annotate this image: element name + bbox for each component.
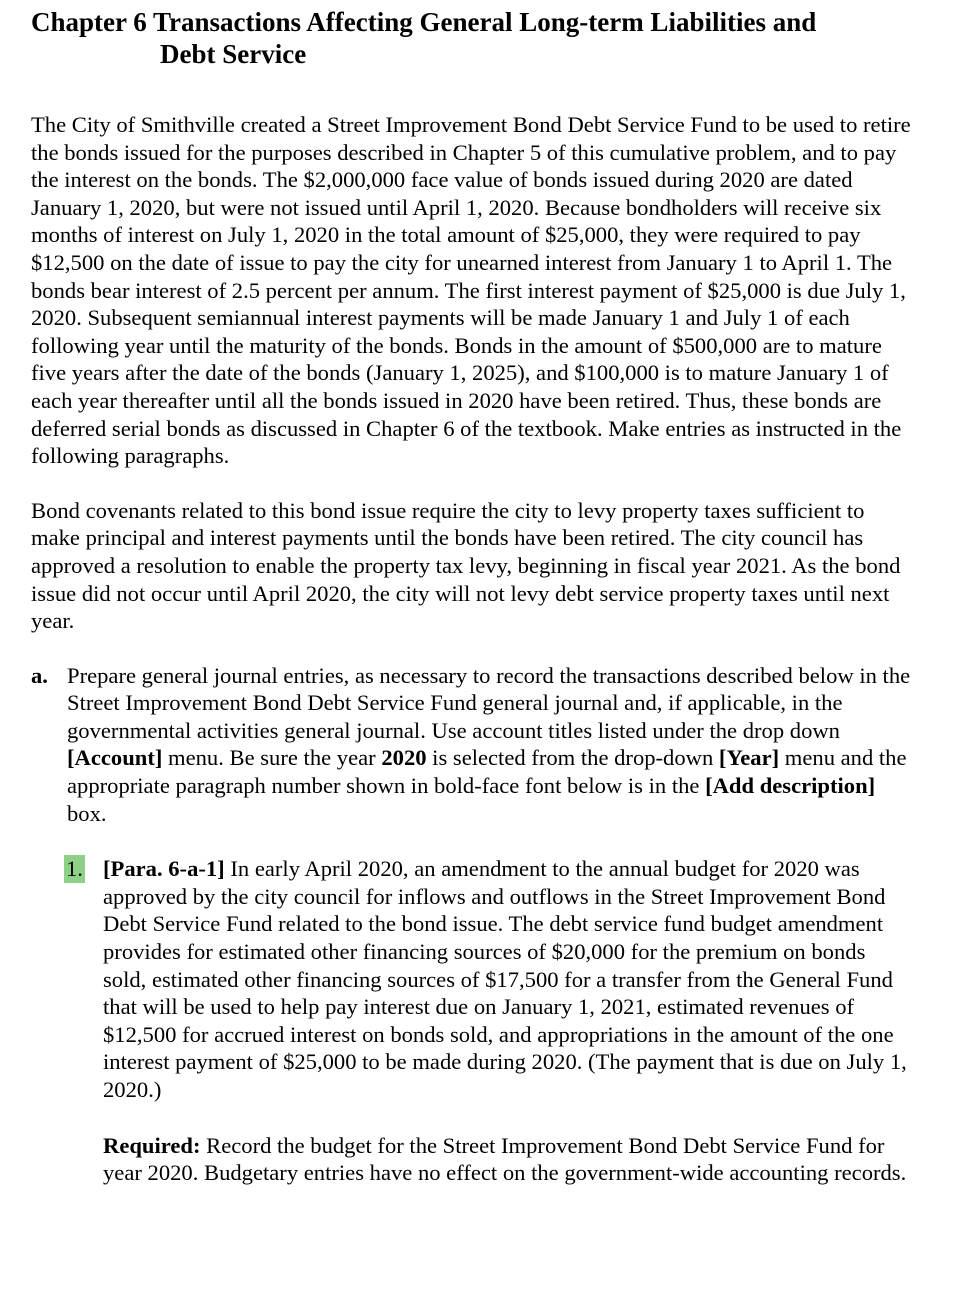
item-1-marker-highlight: 1. [66, 856, 83, 882]
transaction-item-1 [31, 855, 911, 1103]
instruction-item-a [31, 662, 911, 828]
chapter-title-line-1: Chapter 6 Transactions Affecting General Long-term Liabilities and [31, 7, 817, 37]
document-page [31, 6, 911, 1187]
covenant-paragraph: Bond covenants related to this bond issue require the city to levy property taxes sufficient to make principal and interest payments until the bonds have been retired. The city council has approved a resolution to enable the property tax levy, beginning in fiscal year 2021. As the bond issue did not occur until April 2020, the city will not levy debt service property taxes until next year. [31, 497, 901, 634]
item-a-text-3: is selected from the drop-down [426, 745, 719, 771]
chapter-title [31, 6, 911, 70]
item-a-text-4: menu and the appropriate paragraph number shown in bold-face font below is in the [67, 745, 907, 799]
required-block [31, 1132, 911, 1187]
year-menu-ref: [Year] [718, 745, 780, 771]
add-description-ref: [Add description] [705, 773, 876, 799]
item-1-text: In early April 2020, an amendment to the annual budget for 2020 was approved by the city council for inflows and outflows in the Street Improvement Bond Debt Service Fund related to the bond issue. The debt service fund budget amendment provides for estimated other financing sources of $20,000 for the premium on bonds sold, estimated other financing sources of $17,500 for a transfer from the General Fund that will be used to help pay interest due on January 1, 2021, estimated revenues of $12,500 for accrued interest on bonds sold, and appropriations in the amount of the one interest payment of $25,000 to be made during 2020. (The payment that is due on July 1, 2020.) [103, 856, 907, 1102]
intro-paragraph: The City of Smithville created a Street Improvement Bond Debt Service Fund to be used to retire the bonds issued for the purposes described in Chapter 5 of this cumulative problem, and to pay the interest on the bonds. The $2,000,000 face value of bonds issued during 2020 are dated January 1, 2020, but were not issued until April 1, 2020. Because bondholders will receive six months of interest on July 1, 2020 in the total amount of $25,000, they were required to pay $12,500 on the date of issue to pay the city for unearned interest from January 1 to April 1. The bonds bear interest of 2.5 percent per annum. The first interest payment of $25,000 is due July 1, 2020. Subsequent semiannual interest payments will be made January 1 and July 1 of each following year until the maturity of the bonds. Bonds in the amount of $500,000 are to mature five years after the date of the bonds (January 1, 2025), and $100,000 is to mature January 1 of each year thereafter until all the bonds issued in 2020 have been retired. Thus, these bonds are deferred serial bonds as discussed in Chapter 6 of the textbook. Make entries as instructed in the following paragraphs. [31, 112, 911, 469]
required-text: Record the budget for the Street Improvement Bond Debt Service Fund for year 2020. Budgetary entries have no effect on the government-wide accounting records. [103, 1132, 907, 1186]
item-a-text-1: Prepare general journal entries, as necessary to record the transactions described below in the Street Improvement Bond Debt Service Fund general journal and, if applicable, in the governmental activities general journal. Use account titles listed under the drop down [67, 662, 911, 743]
account-menu-ref: [Account] [67, 745, 163, 771]
item-a-text-5: box. [67, 800, 107, 826]
year-value-ref: 2020 [381, 745, 427, 771]
required-label: Required: [103, 1132, 201, 1158]
item-a-marker: a. [31, 662, 48, 688]
chapter-title-line-2: Debt Service [160, 39, 307, 69]
item-a-text-2: menu. Be sure the year [162, 745, 382, 771]
para-reference: [Para. 6-a-1] [103, 856, 225, 882]
